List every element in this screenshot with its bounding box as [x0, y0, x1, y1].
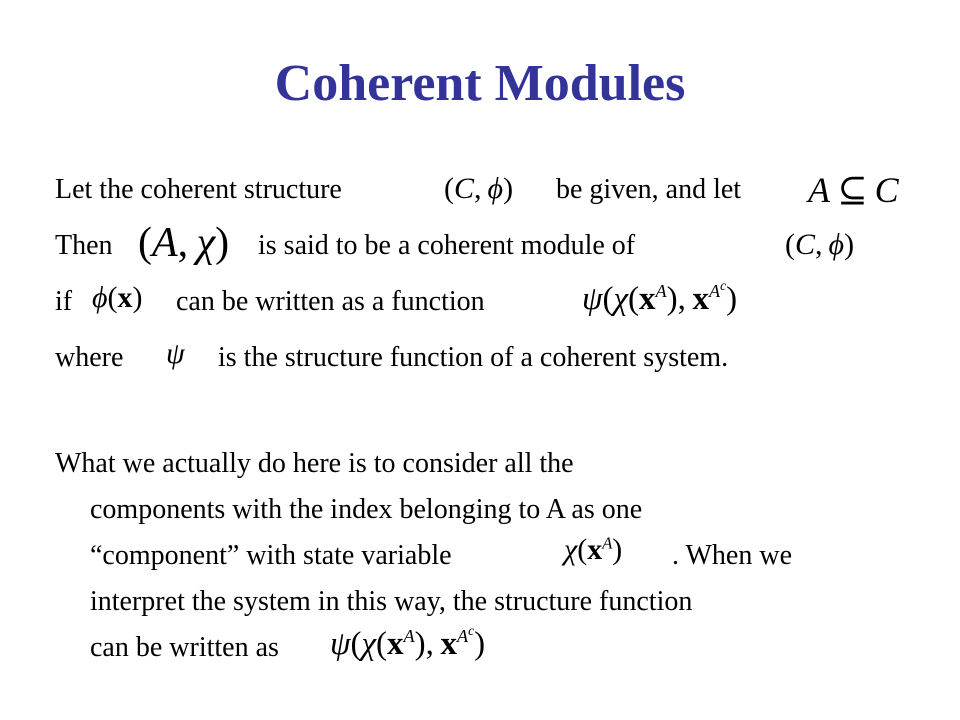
line4-text-a: where — [55, 342, 124, 373]
formula-phi-x: ϕ(x) — [92, 281, 143, 314]
line3-text-b: can be written as a function — [176, 286, 485, 317]
paragraph-line1: What we actually do here is to consider all the — [55, 448, 574, 479]
formula-psi-chi-2: $\psi(\chi(x^A)$, $x^{A^c}$) — [330, 623, 486, 662]
paragraph-line5: can be written as — [90, 632, 279, 663]
formula-psi-chi: $\psi(\chi(x^A)$, $x^{A^c}$) — [582, 278, 738, 317]
line1-text-b: be given, and let — [556, 174, 742, 205]
formula-chi-xa: $\chi(x^A)$ — [564, 533, 623, 566]
line2-text-b: is said to be a coherent module of — [258, 230, 636, 261]
line4-text-b: is the structure function of a coherent system. — [218, 342, 729, 373]
formula-module-pair: (A, χ) — [138, 220, 230, 266]
paragraph-line3-a: “component” with state variable — [90, 540, 452, 571]
slide-title: Coherent Modules — [274, 55, 686, 112]
formula-psi: ψ — [166, 337, 185, 370]
paragraph-line2: components with the index belonging to A as one — [90, 494, 643, 525]
paragraph-line4: interpret the system in this way, the structure function — [90, 586, 693, 617]
line3-text-a: if — [55, 286, 73, 317]
line2-text-a: Then — [55, 230, 113, 261]
paragraph-line3-b: . When we — [672, 540, 792, 571]
line1-text-a: Let the coherent structure — [55, 174, 342, 205]
formula-subset: A ⊆ C — [808, 170, 899, 210]
formula-coherent-structure: (C, ϕ) — [444, 172, 514, 205]
formula-coherent-structure-2: (C, ϕ) — [785, 228, 855, 261]
